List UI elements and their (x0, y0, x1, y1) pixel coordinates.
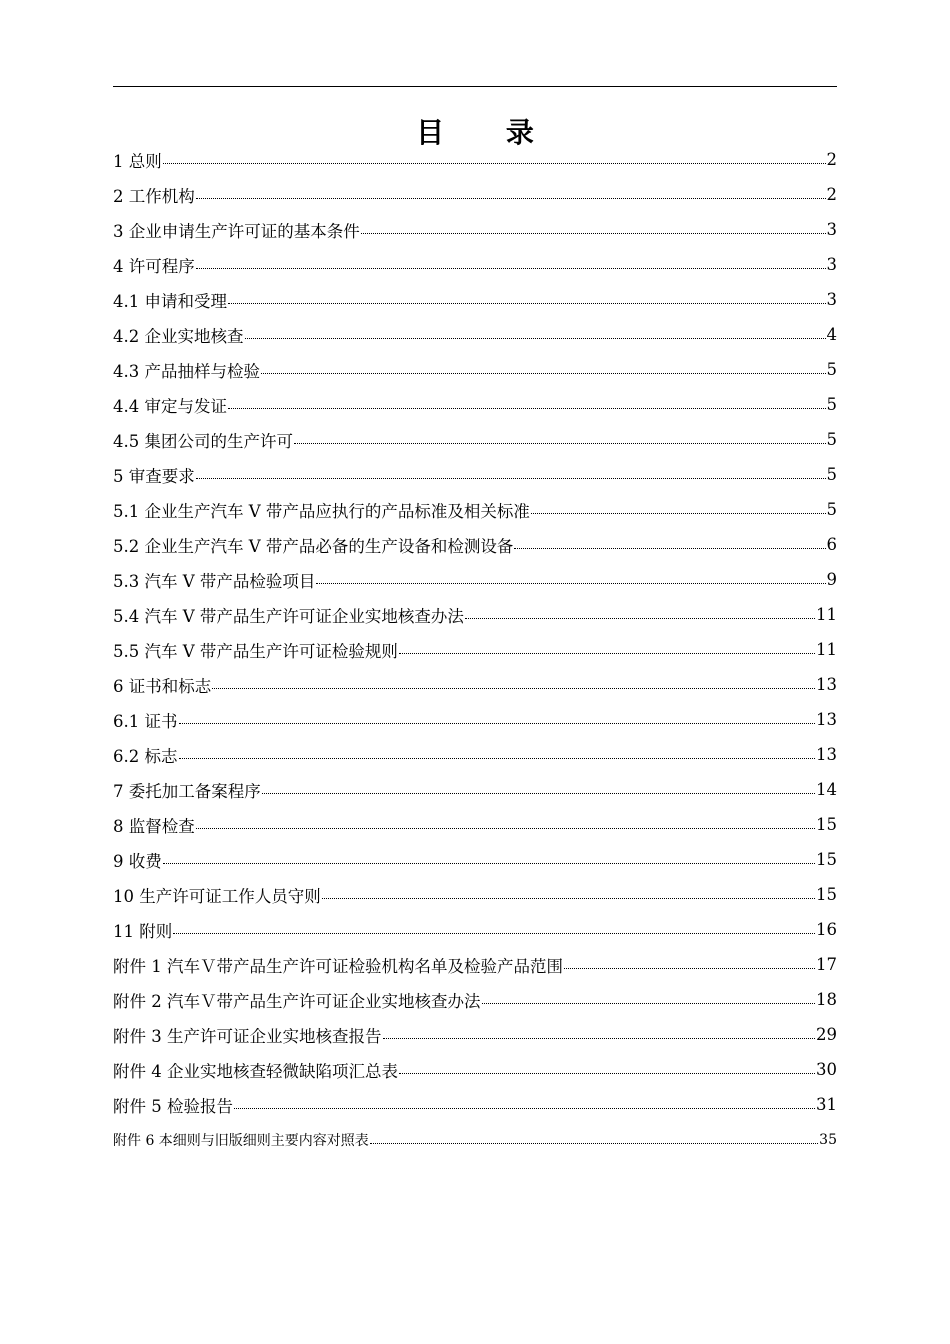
toc-entry[interactable] (113, 142, 837, 177)
dot-leader (316, 583, 825, 584)
toc-entry-label: 附件 4 企业实地核查轻微缺陷项汇总表 (113, 1061, 398, 1081)
toc-entry-page: 5 (826, 465, 837, 484)
dot-leader (163, 863, 815, 864)
toc-entry-label: 5.3 汽车 V 带产品检验项目 (113, 571, 316, 591)
toc-entry-page: 6 (826, 535, 837, 554)
dot-leader (179, 758, 816, 759)
toc-entry-page: 13 (816, 745, 837, 764)
toc-entry-page: 13 (816, 675, 837, 694)
toc-entry-page: 3 (826, 255, 837, 274)
dot-leader (179, 723, 816, 724)
toc-entry-label: 6.1 证书 (113, 711, 178, 731)
dot-leader (383, 1038, 816, 1039)
dot-leader (196, 478, 826, 479)
dot-leader (196, 198, 826, 199)
toc-entry[interactable] (113, 352, 837, 387)
toc-entry-page: 31 (816, 1095, 837, 1114)
dot-leader (322, 898, 815, 899)
table-of-contents (113, 142, 837, 1157)
toc-entry-label: 3 企业申请生产许可证的基本条件 (113, 221, 360, 241)
toc-entry[interactable] (113, 457, 837, 492)
dot-leader (212, 688, 815, 689)
toc-entry-page: 5 (826, 430, 837, 449)
toc-entry-page: 30 (816, 1060, 837, 1079)
toc-entry-page: 4 (826, 325, 837, 344)
toc-entry[interactable] (113, 282, 837, 317)
toc-entry[interactable] (113, 912, 837, 947)
dot-leader (370, 1143, 818, 1144)
dot-leader (228, 303, 826, 304)
dot-leader (399, 653, 815, 654)
dot-leader (163, 163, 826, 164)
toc-entry-label: 附件 3 生产许可证企业实地核查报告 (113, 1026, 382, 1046)
toc-entry-page: 5 (826, 500, 837, 519)
toc-entry-label: 附件 1 汽车Ｖ带产品生产许可证检验机构名单及检验产品范围 (113, 956, 563, 976)
toc-entry-page: 11 (816, 605, 837, 624)
toc-entry[interactable] (113, 387, 837, 422)
dot-leader (564, 968, 815, 969)
toc-entry[interactable] (113, 947, 837, 982)
toc-entry-page: 15 (816, 850, 837, 869)
toc-entry-page: 2 (826, 150, 837, 169)
toc-entry[interactable] (113, 842, 837, 877)
toc-entry[interactable] (113, 667, 837, 702)
toc-entry-page: 16 (816, 920, 837, 939)
dot-leader (531, 513, 826, 514)
toc-entry-label: 附件 5 检验报告 (113, 1096, 233, 1116)
dot-leader (261, 373, 826, 374)
toc-entry-label: 9 收费 (113, 851, 162, 871)
toc-entry-label: 11 附则 (113, 921, 173, 941)
dot-leader (399, 1073, 815, 1074)
toc-entry-label: 5.4 汽车 V 带产品生产许可证企业实地核查办法 (113, 606, 464, 626)
toc-entry-page: 5 (826, 395, 837, 414)
toc-entry[interactable] (113, 527, 837, 562)
toc-entry[interactable] (113, 877, 837, 912)
toc-entry-page: 9 (826, 570, 837, 589)
toc-entry[interactable] (113, 702, 837, 737)
toc-entry[interactable] (113, 597, 837, 632)
toc-entry[interactable] (113, 212, 837, 247)
toc-entry-page: 3 (826, 220, 837, 239)
toc-entry[interactable] (113, 982, 837, 1017)
dot-leader (465, 618, 815, 619)
toc-entry[interactable] (113, 422, 837, 457)
dot-leader (196, 268, 826, 269)
toc-entry-label: 7 委托加工备案程序 (113, 781, 261, 801)
toc-entry-page: 13 (816, 710, 837, 729)
toc-entry-page: 18 (816, 990, 837, 1009)
toc-entry-label: 4.4 审定与发证 (113, 396, 227, 416)
toc-entry[interactable] (113, 807, 837, 842)
toc-entry-label: 6.2 标志 (113, 746, 178, 766)
toc-entry-label: 10 生产许可证工作人员守则 (113, 886, 321, 906)
toc-entry[interactable] (113, 1052, 837, 1087)
dot-leader (482, 1003, 816, 1004)
toc-entry-label: 5.2 企业生产汽车 V 带产品必备的生产设备和检测设备 (113, 536, 514, 556)
toc-entry[interactable] (113, 247, 837, 282)
toc-entry[interactable] (113, 177, 837, 212)
toc-entry-label: 4.3 产品抽样与检验 (113, 361, 260, 381)
toc-entry[interactable] (113, 1122, 837, 1157)
dot-leader (173, 933, 815, 934)
toc-entry-label: 4.2 企业实地核查 (113, 326, 244, 346)
dot-leader (294, 443, 826, 444)
toc-entry[interactable] (113, 1087, 837, 1122)
toc-entry-page: 5 (826, 360, 837, 379)
toc-entry-label: 4.1 申请和受理 (113, 291, 227, 311)
toc-entry-label: 6 证书和标志 (113, 676, 212, 696)
dot-leader (234, 1108, 815, 1109)
toc-entry[interactable] (113, 1017, 837, 1052)
toc-entry-page: 15 (816, 885, 837, 904)
toc-entry-page: 15 (816, 815, 837, 834)
toc-entry-page: 3 (826, 290, 837, 309)
toc-entry[interactable] (113, 772, 837, 807)
toc-entry-page: 2 (826, 185, 837, 204)
toc-entry-page: 14 (816, 780, 837, 799)
dot-leader (245, 338, 826, 339)
dot-leader (514, 548, 825, 549)
toc-entry-page: 35 (819, 1131, 837, 1148)
toc-entry[interactable] (113, 632, 837, 667)
toc-entry[interactable] (113, 317, 837, 352)
toc-entry[interactable] (113, 737, 837, 772)
toc-entry-page: 11 (816, 640, 837, 659)
toc-entry-label: 5 审查要求 (113, 466, 195, 486)
toc-entry[interactable] (113, 492, 837, 527)
toc-entry-label: 5.1 企业生产汽车 V 带产品应执行的产品标准及相关标准 (113, 501, 530, 521)
toc-entry-page: 29 (816, 1025, 837, 1044)
toc-entry-label: 5.5 汽车 V 带产品生产许可证检验规则 (113, 641, 398, 661)
toc-entry-label: 2 工作机构 (113, 186, 195, 206)
toc-entry-label: 8 监督检查 (113, 816, 195, 836)
toc-entry-label: 4.5 集团公司的生产许可 (113, 431, 293, 451)
dot-leader (228, 408, 826, 409)
toc-entry-label: 附件 6 本细则与旧版细则主要内容对照表 (113, 1132, 369, 1149)
dot-leader (361, 233, 826, 234)
dot-leader (262, 793, 815, 794)
toc-entry-label: 附件 2 汽车Ｖ带产品生产许可证企业实地核查办法 (113, 991, 481, 1011)
toc-entry[interactable] (113, 562, 837, 597)
toc-title: 目 录 (416, 116, 560, 149)
header-rule (113, 86, 837, 87)
toc-entry-label: 1 总则 (113, 151, 162, 171)
toc-entry-page: 17 (816, 955, 837, 974)
dot-leader (196, 828, 815, 829)
toc-entry-label: 4 许可程序 (113, 256, 195, 276)
